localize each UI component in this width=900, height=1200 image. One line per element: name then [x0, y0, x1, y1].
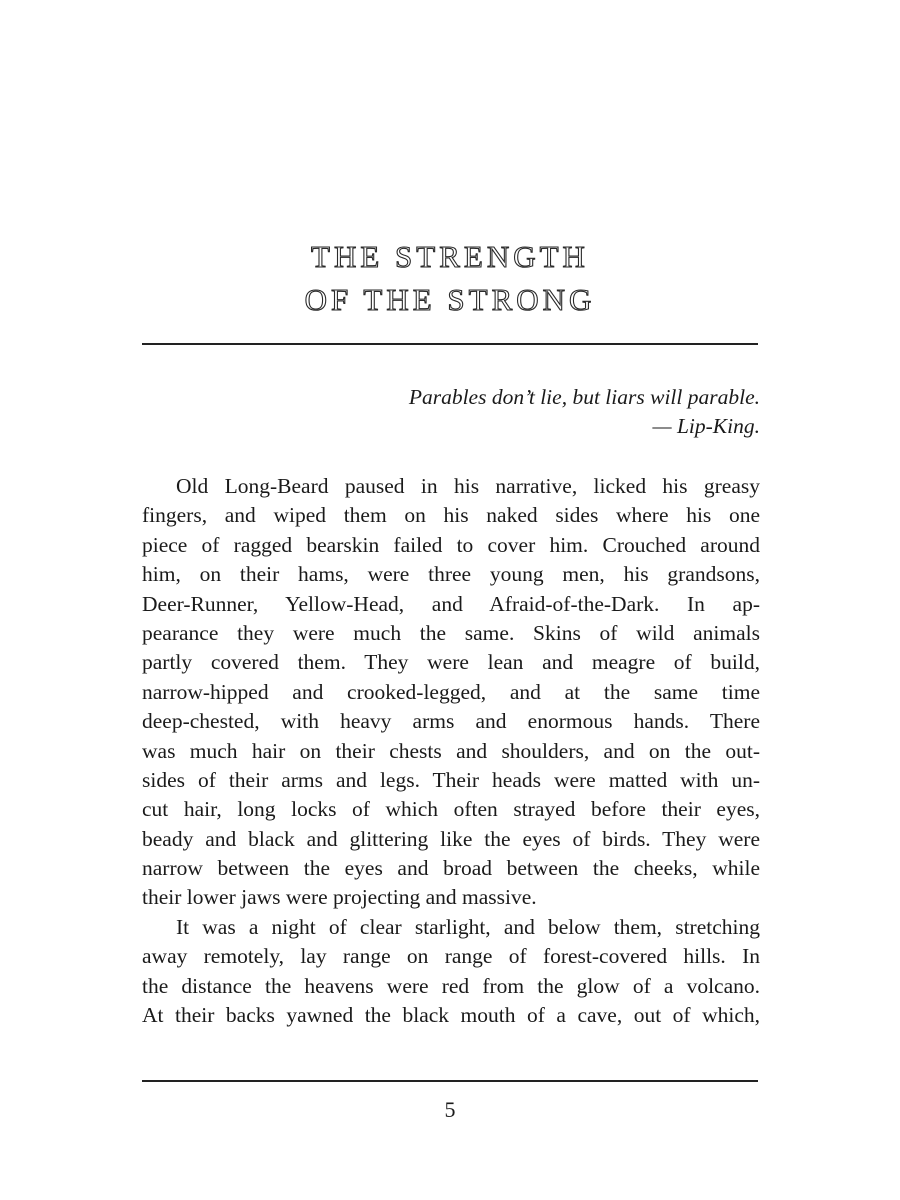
epigraph-quote: Parables don’t lie, but liars will parable.: [408, 385, 760, 409]
chapter-title-line-2: OF THE STRONG: [304, 282, 596, 317]
page-number: 5: [444, 1097, 456, 1122]
paragraph-1: [142, 472, 760, 913]
text-line: At their backs yawned the black mouth of a cave, out of which,: [142, 1003, 760, 1028]
text-line: Old Long-Beard paused in his narrative, licked his greasy: [176, 474, 760, 498]
chapter-title-line-1: THE STRENGTH: [311, 239, 589, 274]
text-line: the distance the heavens were red from the glow of a volcano.: [142, 973, 760, 998]
text-line: sides of their arms and legs. Their heads were matted with un-: [142, 767, 760, 792]
paragraph-2: [142, 913, 760, 1031]
text-line: pearance they were much the same. Skins of wild animals: [142, 620, 760, 645]
text-line: fingers, and wiped them on his naked sides where his one: [142, 503, 760, 528]
text-line: away remotely, lay range on range of forest-covered hills. In: [142, 944, 760, 969]
text-line: narrow-hipped and crooked-legged, and at the same time: [142, 679, 760, 704]
footer-rule: [142, 1080, 758, 1082]
text-line: him, on their hams, were three young men, his grandsons,: [142, 562, 760, 587]
body-text: [142, 472, 760, 1030]
header-rule: [142, 343, 758, 345]
text-line: their lower jaws were projecting and massive.: [142, 885, 537, 910]
text-line: piece of ragged bearskin failed to cover him. Crouched around: [142, 532, 760, 557]
text-line: was much hair on their chests and shoulders, and on the out-: [142, 738, 760, 763]
text-line: cut hair, long locks of which often strayed before their eyes,: [142, 797, 760, 822]
epigraph-attribution: — Lip-King.: [652, 414, 760, 438]
text-line: beady and black and glittering like the eyes of birds. They were: [142, 826, 760, 851]
text-line: narrow between the eyes and broad between the cheeks, while: [142, 856, 760, 881]
text-line: partly covered them. They were lean and meagre of build,: [142, 650, 760, 675]
text-line: Deer-Runner, Yellow-Head, and Afraid-of-the-Dark. In ap-: [142, 591, 760, 616]
text-line: deep-chested, with heavy arms and enormous hands. There: [142, 709, 760, 734]
text-line: It was a night of clear starlight, and below them, stretching: [176, 914, 760, 939]
